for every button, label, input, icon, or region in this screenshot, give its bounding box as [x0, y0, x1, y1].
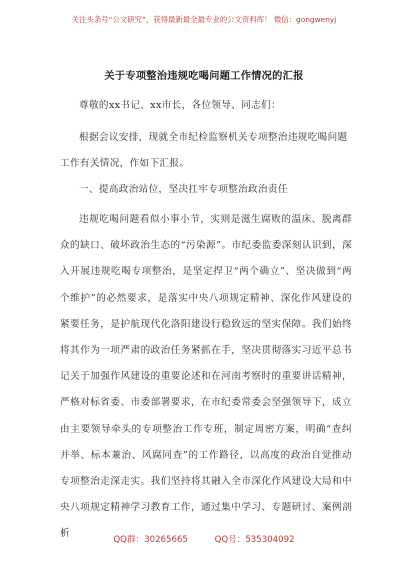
- salutation: 尊敬的xx书记、xx市长，各位领导、同志们：: [79, 100, 282, 111]
- page-title: 关于专项整治违规吃喝问题工作情况的汇报: [104, 70, 304, 82]
- intro-paragraph: 根据会议安排，现就全市纪检监察机关专项整治违规吃喝问题工作有关情况，作如下汇报。: [60, 132, 348, 170]
- body-paragraph: 违规吃喝问题看似小事小节，实则是滋生腐败的温床、脱离群众的缺口、破坏政治生态的“污染源”。市纪委监委深刻认识到，深入开展违规吃喝专项整治，是坚定捍卫“两个确立”、坚决做到“两个维护”的必然要求，是落实中央八项规定精神、深化作风建设的紧要任务，是护航现代化洛阳建设行稳致远的坚实保障。我们始终将其作为一项严肃的政治任务紧抓在手，坚决贯彻落实习近平总书记关于加强作风建设的重要论述和在河南考察时的重要讲话精神，严格对标省委、市委部署要求，在市纪委常委会坚强领导下，成立由主要领导牵头的专项整治工作专班，制定周密方案，明确“查纠并举、标本兼治、风腐同查”的工作路径，以高度的政治自觉推动专项整治走深走实。我们坚持将其融入全市深化作风建设大局和中央八项规定精神学习教育工作，通过集中学习、专题研讨、案例剖析: [60, 214, 352, 540]
- qq-group-text: QQ群：30265665: [113, 535, 188, 545]
- qq-number-text: QQ号：535304092: [214, 535, 295, 545]
- footer-contact: [0, 533, 408, 545]
- header-banner: 关注头条号“公文研究”，获得最新最全最专业的公文资料库！ 微信：gongwenyj: [71, 15, 337, 24]
- section-heading: 一、提高政治站位，坚决扛牢专项整治政治责任: [79, 184, 288, 195]
